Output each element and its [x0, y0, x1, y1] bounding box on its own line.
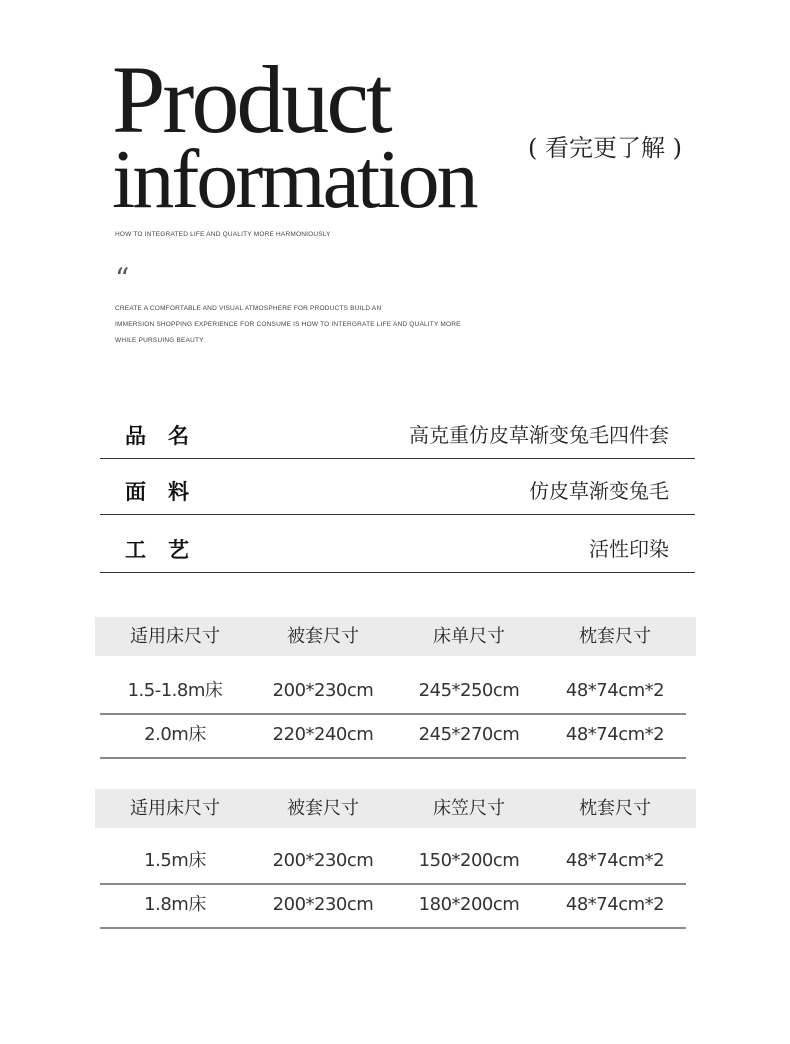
table-cell: 200*230cm	[272, 680, 374, 701]
quote-icon: “	[115, 262, 130, 295]
info-label: 品名	[125, 424, 211, 448]
table-cell: 1.5m床	[144, 850, 206, 871]
size-table-sheet	[95, 617, 696, 759]
table-cell: 48*74cm*2	[565, 680, 665, 701]
info-label: 面料	[125, 480, 211, 504]
description-line: IMMERSION SHOPPING EXPERIENCE FOR CONSUME IS HOW TO INTERGRATE LIFE AND QUALITY MORE	[115, 321, 461, 328]
description-line: WHILE PURSUING BEAUTY	[115, 337, 204, 344]
size-table-fitted	[95, 789, 696, 929]
description-line: CREATE A COMFORTABLE AND VISUAL ATMOSPHERE FOR PRODUCTS BUILD AN	[115, 305, 382, 312]
info-value: 高克重仿皮草渐变兔毛四件套	[409, 423, 669, 447]
info-value: 仿皮草渐变兔毛	[529, 479, 669, 503]
info-value: 活性印染	[589, 537, 669, 561]
product-info	[100, 418, 695, 574]
table-row	[100, 713, 686, 759]
table-header-cell: 枕套尺寸	[579, 798, 651, 819]
table-header-cell: 适用床尺寸	[130, 798, 220, 819]
table-header-cell: 适用床尺寸	[130, 626, 220, 647]
info-row-craft	[100, 515, 695, 573]
info-row-fabric	[100, 459, 695, 515]
table-cell: 48*74cm*2	[565, 724, 665, 745]
table-row	[100, 839, 686, 885]
table-cell: 200*230cm	[272, 850, 374, 871]
table-header-cell: 床单尺寸	[433, 626, 505, 647]
description	[115, 301, 535, 349]
table-header-cell: 被套尺寸	[287, 798, 359, 819]
table-cell: 245*250cm	[418, 680, 520, 701]
table-cell: 1.8m床	[144, 894, 206, 915]
table-row	[100, 669, 686, 715]
table-cell: 2.0m床	[144, 724, 206, 745]
table-header-cell: 床笠尺寸	[433, 798, 505, 819]
title-information: information	[112, 133, 476, 226]
table-cell: 48*74cm*2	[565, 894, 665, 915]
table-cell: 1.5-1.8m床	[127, 680, 223, 701]
table-header-cell: 被套尺寸	[287, 626, 359, 647]
title-product: Product	[112, 46, 390, 153]
table-header	[95, 617, 696, 656]
info-label: 工艺	[125, 538, 211, 562]
read-more-note: ( 看完更了解 )	[528, 134, 682, 162]
table-row	[100, 883, 686, 929]
tagline: HOW TO INTEGRATED LIFE AND QUALITY MORE HARMONIOUSLY	[115, 231, 331, 238]
table-header	[95, 789, 696, 828]
table-header-cell: 枕套尺寸	[579, 626, 651, 647]
table-cell: 220*240cm	[272, 724, 374, 745]
table-cell: 48*74cm*2	[565, 850, 665, 871]
table-cell: 180*200cm	[418, 894, 520, 915]
table-cell: 150*200cm	[418, 850, 520, 871]
table-cell: 200*230cm	[272, 894, 374, 915]
table-cell: 245*270cm	[418, 724, 520, 745]
info-row-name	[100, 418, 695, 459]
